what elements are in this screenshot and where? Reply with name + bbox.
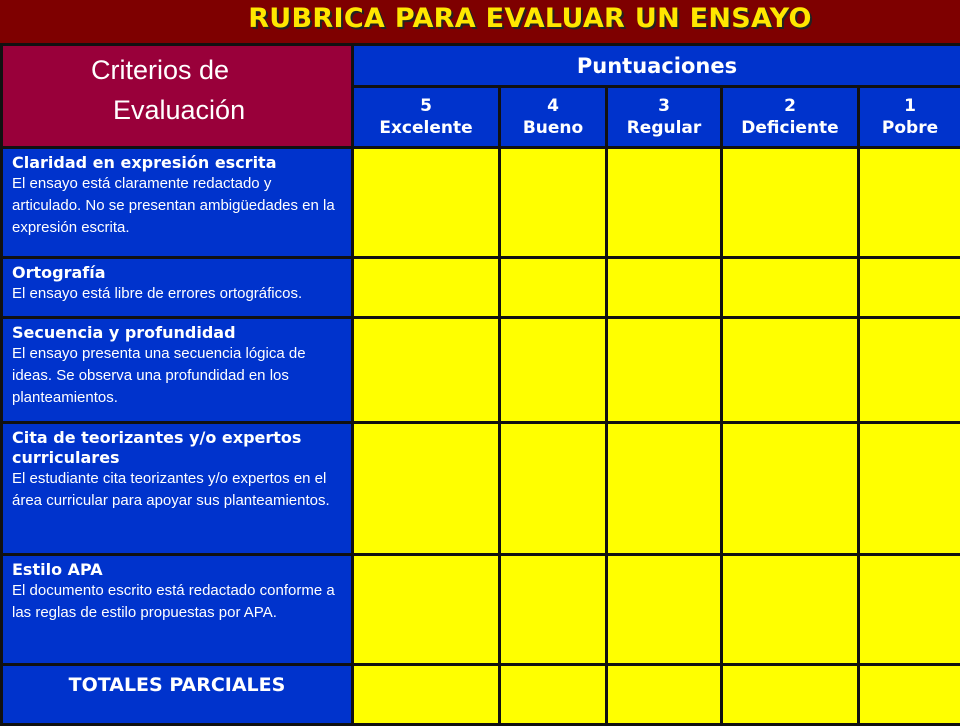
table-row	[2, 555, 960, 665]
table-row	[2, 148, 960, 258]
score-label: Deficiente	[741, 118, 838, 138]
score-value: 5	[420, 96, 432, 116]
total-cell-2[interactable]	[722, 665, 859, 725]
score-header-3	[607, 87, 722, 148]
score-value: 4	[547, 96, 559, 116]
score-cell-2[interactable]	[722, 258, 859, 318]
score-header-2	[722, 87, 859, 148]
table-row	[2, 318, 960, 423]
criteria-header-line2: Evaluación	[3, 90, 351, 130]
score-cell-3[interactable]	[607, 423, 722, 555]
total-cell-1[interactable]	[859, 665, 960, 725]
criterion-title: Ortografía	[12, 263, 343, 283]
score-cell-1[interactable]	[859, 423, 960, 555]
score-cell-1[interactable]	[859, 258, 960, 318]
criteria-header-line1: Criterios de	[3, 46, 351, 90]
page-title: RUBRICA PARA EVALUAR UN ENSAYO	[0, 3, 960, 34]
total-cell-3[interactable]	[607, 665, 722, 725]
total-cell-4[interactable]	[500, 665, 607, 725]
score-cell-1[interactable]	[859, 555, 960, 665]
score-cell-2[interactable]	[722, 148, 859, 258]
score-header-1	[859, 87, 960, 148]
table-row	[2, 258, 960, 318]
criterion-description: El documento escrito está redactado conforme a las reglas de estilo propuestas por APA.	[12, 580, 343, 624]
scores-header: Puntuaciones	[353, 45, 960, 87]
table-row	[2, 423, 960, 555]
score-cell-1[interactable]	[859, 148, 960, 258]
criterion-description: El estudiante cita teorizantes y/o expertos en el área curricular para apoyar sus planteamientos.	[12, 468, 343, 512]
score-cell-4[interactable]	[500, 318, 607, 423]
score-cell-2[interactable]	[722, 555, 859, 665]
score-cell-2[interactable]	[722, 318, 859, 423]
criterion-cell	[2, 423, 353, 555]
score-value: 1	[904, 96, 916, 116]
total-cell-5[interactable]	[353, 665, 500, 725]
totals-label: TOTALES PARCIALES	[2, 665, 353, 725]
criterion-cell	[2, 318, 353, 423]
score-cell-4[interactable]	[500, 555, 607, 665]
score-cell-4[interactable]	[500, 423, 607, 555]
rubric-table	[0, 43, 960, 726]
criterion-description: El ensayo está claramente redactado y articulado. No se presentan ambigüedades en la expresión escrita.	[12, 173, 343, 239]
title-bar	[0, 0, 960, 44]
score-header-4	[500, 87, 607, 148]
criterion-description: El ensayo está libre de errores ortográficos.	[12, 283, 343, 305]
score-cell-5[interactable]	[353, 148, 500, 258]
criterion-title: Cita de teorizantes y/o expertos curriculares	[12, 428, 343, 468]
score-cell-3[interactable]	[607, 148, 722, 258]
criterion-description: El ensayo presenta una secuencia lógica de ideas. Se observa una profundidad en los planteamientos.	[12, 343, 343, 409]
score-label: Bueno	[523, 118, 583, 138]
criterion-cell	[2, 148, 353, 258]
score-cell-5[interactable]	[353, 555, 500, 665]
criterion-title: Estilo APA	[12, 560, 343, 580]
score-label: Regular	[627, 118, 702, 138]
score-cell-4[interactable]	[500, 148, 607, 258]
score-cell-5[interactable]	[353, 258, 500, 318]
score-cell-4[interactable]	[500, 258, 607, 318]
score-label: Excelente	[379, 118, 472, 138]
score-cell-3[interactable]	[607, 318, 722, 423]
criterion-cell	[2, 555, 353, 665]
totals-row	[2, 665, 960, 725]
criterion-title: Claridad en expresión escrita	[12, 153, 343, 173]
score-cell-2[interactable]	[722, 423, 859, 555]
criterion-cell	[2, 258, 353, 318]
score-label: Pobre	[882, 118, 938, 138]
score-value: 3	[658, 96, 670, 116]
score-cell-1[interactable]	[859, 318, 960, 423]
criteria-header	[2, 45, 353, 148]
score-cell-3[interactable]	[607, 555, 722, 665]
score-value: 2	[784, 96, 796, 116]
criterion-title: Secuencia y profundidad	[12, 323, 343, 343]
score-cell-5[interactable]	[353, 318, 500, 423]
score-cell-3[interactable]	[607, 258, 722, 318]
score-cell-5[interactable]	[353, 423, 500, 555]
score-header-5	[353, 87, 500, 148]
